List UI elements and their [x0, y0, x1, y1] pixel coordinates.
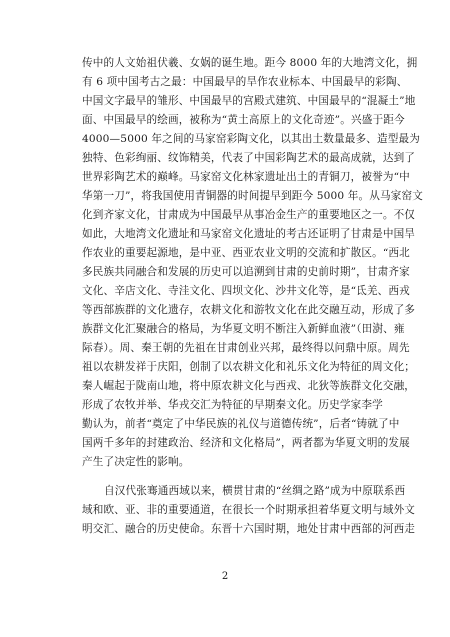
- text-line: 如此，大地湾文化遗址和马家窑文化遗址的考古还证明了甘肃是中国旱: [82, 228, 416, 240]
- text-line: 族群文化汇聚融合的格局，为华夏文明不断注入新鲜血液”（田澍、雍: [82, 323, 405, 335]
- text-line: 中国文字最早的雏形、中国最早的宫殿式建筑、中国最早的“混凝土”地: [82, 95, 416, 107]
- text-line: 产生了决定性的影响。: [82, 456, 190, 468]
- text-line: 化到齐家文化，甘肃成为中国最早从事冶金生产的重要地区之一。不仅: [82, 209, 416, 221]
- page-number: 2: [221, 571, 229, 582]
- text-line: 有 6 项中国考古之最：中国最早的旱作农业标本、中国最早的彩陶、: [82, 76, 408, 88]
- text-line: 世界彩陶艺术的巅峰。马家窑文化林家遗址出土的青铜刀，被誉为“中: [82, 171, 410, 183]
- text-line: 华第一刀”，将我国使用青铜器的时间提早到距今 5000 年。从马家窑文: [82, 190, 423, 202]
- text-line: 形成了农牧并举、华戎交汇为特征的早期秦文化。历史学家李学: [82, 399, 383, 411]
- text-line: 国两千多年的封建政治、经济和文化格局”，两者都为华夏文明的发展: [82, 437, 410, 449]
- text-line: 际春）。周、秦王朝的先祖在甘肃创业兴邦，最终得以问鼎中原。周先: [82, 342, 410, 354]
- paragraph-2: [82, 482, 416, 539]
- text-line: 4000—5000 年之间的马家窑彩陶文化，以其出土数量最多、造型最为: [82, 133, 420, 145]
- text-line: 面、中国最早的绘画，被称为“黄土高原上的文化奇迹”。兴盛于距今: [82, 114, 405, 126]
- text-line: 等西部族群的文化遗存，农耕文化和游牧文化在此交融互动，形成了多: [82, 304, 416, 316]
- text-line: 秦人崛起于陇南山地，将中原农耕文化与西戎、北狄等族群文化交融，: [82, 380, 416, 392]
- text-line: 多民族共同融合和发展的历史可以追溯到甘肃的史前时期”，甘肃齐家: [82, 266, 410, 278]
- text-line: 传中的人文始祖伏羲、女娲的诞生地。距今 8000 年的大地湾文化，拥: [82, 57, 418, 69]
- text-line: 自汉代张骞通西域以来，横贯甘肃的“丝绸之路”成为中原联系西: [104, 485, 406, 497]
- text-line: 祖以农耕发祥于庆阳，创制了以农耕文化和礼乐文化为特征的周文化；: [82, 361, 416, 373]
- text-line: 文化、辛店文化、寺洼文化、四坝文化、沙井文化等，是“氐羌、西戎: [82, 285, 410, 297]
- text-line: 域和欧、亚、非的重要通道，在很长一个时期承担着华夏文明与域外文: [82, 504, 416, 516]
- text-line: 勤认为，前者“奠定了中华民族的礼仪与道德传统”，后者“铸就了中: [82, 418, 400, 430]
- text-line: 独特、色彩绚丽、纹饰精美，代表了中国彩陶艺术的最高成就，达到了: [82, 152, 416, 164]
- text-line: 作农业的重要起源地，是中亚、西亚农业文明的交流和扩散区。“西北: [82, 247, 410, 259]
- paragraph-1: [82, 54, 423, 472]
- text-line: 明交汇、融合的历史使命。东晋十六国时期，地处甘肃中西部的河西走: [82, 523, 416, 535]
